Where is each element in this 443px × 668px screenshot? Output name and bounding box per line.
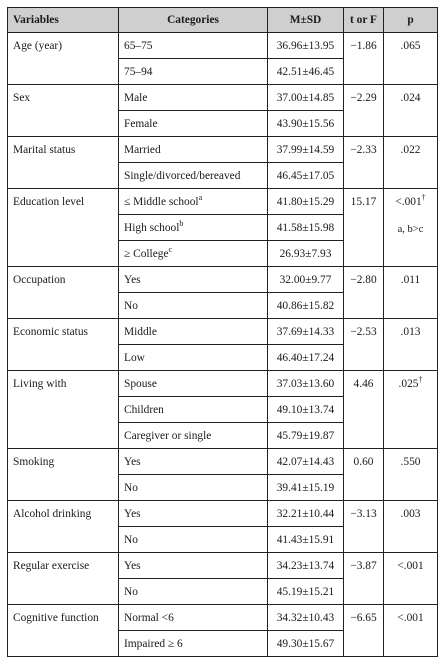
category-label: No xyxy=(124,299,138,312)
header-p: p xyxy=(384,8,438,33)
header-categories: Categories xyxy=(119,8,268,33)
category-label: Children xyxy=(124,403,164,416)
category-cell xyxy=(119,501,268,527)
category-cell xyxy=(119,345,268,371)
variable-cell: Regular exercise xyxy=(8,553,119,605)
p-value-cell xyxy=(384,319,438,371)
msd-cell: 43.90±15.56 xyxy=(268,111,344,137)
msd-cell: 45.19±15.21 xyxy=(268,579,344,605)
category-cell xyxy=(119,527,268,553)
category-cell xyxy=(119,423,268,449)
p-value-cell xyxy=(384,189,438,267)
table-row xyxy=(8,267,438,293)
category-label: Spouse xyxy=(124,377,157,390)
msd-cell: 49.30±15.67 xyxy=(268,631,344,657)
variable-cell: Cognitive function xyxy=(8,605,119,657)
variable-cell: Age (year) xyxy=(8,33,119,85)
category-cell xyxy=(119,59,268,85)
t-or-f-cell: 15.17 xyxy=(344,189,384,267)
msd-cell: 49.10±13.74 xyxy=(268,397,344,423)
table-body xyxy=(8,33,438,657)
p-value-cell xyxy=(384,33,438,85)
p-value: .022 xyxy=(400,144,421,156)
category-cell xyxy=(119,579,268,605)
p-value-cell xyxy=(384,371,438,449)
category-cell xyxy=(119,163,268,189)
variable-cell: Marital status xyxy=(8,137,119,189)
p-value-cell xyxy=(384,85,438,137)
msd-cell: 41.80±15.29 xyxy=(268,189,344,215)
msd-cell: 34.32±10.43 xyxy=(268,605,344,631)
msd-cell: 41.58±15.98 xyxy=(268,215,344,241)
category-label: ≤ Middle school xyxy=(124,195,199,208)
category-cell xyxy=(119,267,268,293)
t-or-f-cell: −2.33 xyxy=(344,137,384,189)
category-label: Impaired ≥ 6 xyxy=(124,637,183,650)
category-label: ≥ College xyxy=(124,247,169,260)
p-value-cell xyxy=(384,605,438,657)
category-cell xyxy=(119,189,268,215)
p-value-cell xyxy=(384,137,438,189)
p-value: .025 xyxy=(398,378,419,390)
category-cell xyxy=(119,553,268,579)
msd-cell: 37.00±14.85 xyxy=(268,85,344,111)
category-label: Low xyxy=(124,351,145,364)
t-or-f-cell: −2.29 xyxy=(344,85,384,137)
msd-cell: 41.43±15.91 xyxy=(268,527,344,553)
header-msd: M±SD xyxy=(268,8,344,33)
category-label: No xyxy=(124,481,138,494)
category-label: Female xyxy=(124,117,158,130)
category-label: Middle xyxy=(124,325,157,338)
category-cell xyxy=(119,475,268,501)
category-label: No xyxy=(124,585,138,598)
p-value: .024 xyxy=(400,92,421,104)
msd-cell: 46.40±17.24 xyxy=(268,345,344,371)
category-label: No xyxy=(124,533,138,546)
category-cell xyxy=(119,111,268,137)
variable-cell: Smoking xyxy=(8,449,119,501)
table-row xyxy=(8,319,438,345)
t-or-f-cell: 4.46 xyxy=(344,371,384,449)
t-or-f-cell: 0.60 xyxy=(344,449,384,501)
p-value: .003 xyxy=(400,508,421,520)
header-t-or-f: t or F xyxy=(344,8,384,33)
p-value-cell xyxy=(384,501,438,553)
table-row xyxy=(8,33,438,59)
category-superscript: a xyxy=(198,192,203,202)
category-label: Yes xyxy=(124,455,141,468)
category-label: 75–94 xyxy=(124,65,153,78)
msd-cell: 26.93±7.93 xyxy=(268,241,344,267)
msd-cell: 36.96±13.95 xyxy=(268,33,344,59)
category-cell xyxy=(119,215,268,241)
category-cell xyxy=(119,85,268,111)
category-label: Normal <6 xyxy=(124,611,174,624)
table-row xyxy=(8,137,438,163)
variable-cell: Economic status xyxy=(8,319,119,371)
p-value: <.001 xyxy=(395,196,422,208)
t-or-f-cell: −6.65 xyxy=(344,605,384,657)
msd-cell: 40.86±15.82 xyxy=(268,293,344,319)
category-cell xyxy=(119,397,268,423)
category-cell xyxy=(119,33,268,59)
category-cell xyxy=(119,137,268,163)
msd-cell: 32.00±9.77 xyxy=(268,267,344,293)
category-cell xyxy=(119,293,268,319)
category-cell xyxy=(119,631,268,657)
p-value: .013 xyxy=(400,326,421,338)
p-value: .065 xyxy=(400,40,421,52)
category-superscript: c xyxy=(168,244,173,254)
t-or-f-cell: −3.13 xyxy=(344,501,384,553)
msd-cell: 42.07±14.43 xyxy=(268,449,344,475)
variable-cell: Occupation xyxy=(8,267,119,319)
msd-cell: 42.51±46.45 xyxy=(268,59,344,85)
p-value-superscript: † xyxy=(421,193,426,203)
category-label: Married xyxy=(124,143,161,156)
table-header-row xyxy=(8,8,438,33)
p-value-superscript: † xyxy=(418,375,423,385)
msd-cell: 37.99±14.59 xyxy=(268,137,344,163)
table-row xyxy=(8,553,438,579)
header-variables: Variables xyxy=(8,8,119,33)
table-row xyxy=(8,449,438,475)
variable-cell: Education level xyxy=(8,189,119,267)
category-cell xyxy=(119,371,268,397)
category-label: High school xyxy=(124,221,180,234)
category-label: Male xyxy=(124,91,148,104)
p-value: <.001 xyxy=(397,560,424,572)
category-label: Caregiver or single xyxy=(124,429,212,442)
category-label: 65–75 xyxy=(124,39,153,52)
table-row xyxy=(8,85,438,111)
category-label: Single/divorced/bereaved xyxy=(124,169,241,182)
msd-cell: 46.45±17.05 xyxy=(268,163,344,189)
category-cell xyxy=(119,319,268,345)
category-cell xyxy=(119,449,268,475)
variable-cell: Living with xyxy=(8,371,119,449)
p-value: .011 xyxy=(400,274,421,286)
category-label: Yes xyxy=(124,273,141,286)
category-superscript: b xyxy=(179,218,184,228)
category-cell xyxy=(119,605,268,631)
t-or-f-cell: −3.87 xyxy=(344,553,384,605)
p-value: .550 xyxy=(400,456,421,468)
p-value: <.001 xyxy=(397,612,424,624)
table-row xyxy=(8,371,438,397)
category-label: Yes xyxy=(124,507,141,520)
t-or-f-cell: −2.53 xyxy=(344,319,384,371)
variable-cell: Alcohol drinking xyxy=(8,501,119,553)
table-row xyxy=(8,189,438,215)
category-cell xyxy=(119,241,268,267)
msd-cell: 32.21±10.44 xyxy=(268,501,344,527)
t-or-f-cell: −1.86 xyxy=(344,33,384,85)
p-value-cell xyxy=(384,267,438,319)
table-row xyxy=(8,605,438,631)
msd-cell: 45.79±19.87 xyxy=(268,423,344,449)
t-or-f-cell: −2.80 xyxy=(344,267,384,319)
posthoc-result: a, b>c xyxy=(397,224,424,235)
p-value-cell xyxy=(384,449,438,501)
table-row xyxy=(8,501,438,527)
msd-cell: 34.23±13.74 xyxy=(268,553,344,579)
msd-cell: 39.41±15.19 xyxy=(268,475,344,501)
msd-cell: 37.03±13.60 xyxy=(268,371,344,397)
category-label: Yes xyxy=(124,559,141,572)
variable-cell: Sex xyxy=(8,85,119,137)
msd-cell: 37.69±14.33 xyxy=(268,319,344,345)
p-value-cell xyxy=(384,553,438,605)
statistics-table xyxy=(7,7,438,657)
